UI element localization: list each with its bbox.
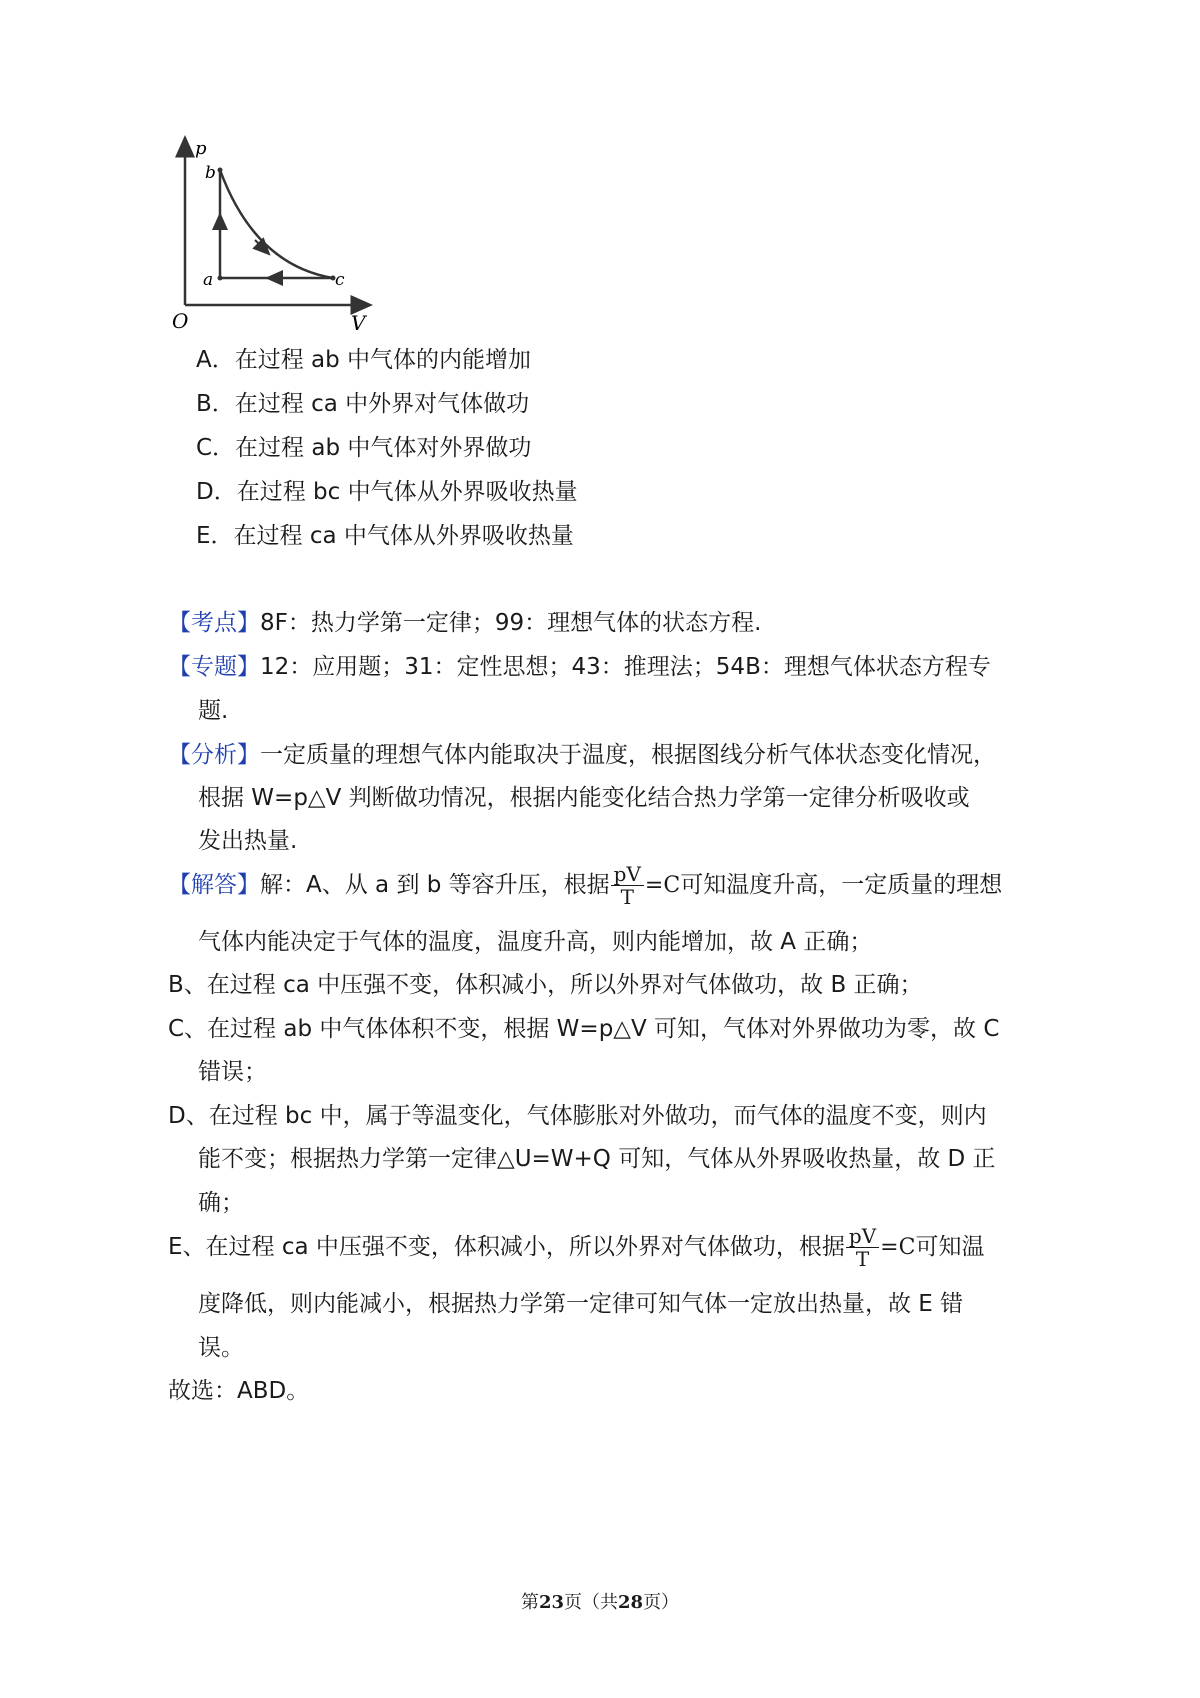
- footer-mid: 页（共: [564, 1592, 618, 1613]
- jieda-e-3: 误。: [198, 1335, 244, 1361]
- origin-label: O: [172, 309, 189, 333]
- fenxi-text-3: 发出热量.: [198, 828, 298, 854]
- formula-rhs: =C: [644, 873, 681, 898]
- jieda-e-2: 度降低，则内能减小，根据热力学第一定律可知气体一定放出热量，故 E 错: [198, 1291, 964, 1317]
- jieda-c-1: C、在过程 ab 中气体体积不变，根据 W=p△V 可知，气体对外界做功为零，故 C: [168, 1016, 1000, 1042]
- jieda-d-1: D、在过程 bc 中，属于等温变化，气体膨胀对外做功，而气体的温度不变，则内: [168, 1103, 987, 1129]
- formula-denominator: T: [620, 885, 634, 909]
- tag-bracket-open: 【: [168, 872, 191, 898]
- p-axis-label: p: [195, 138, 207, 159]
- formula-pv-t-2: [846, 1225, 879, 1270]
- tag-bracket-close: 】: [237, 742, 260, 768]
- zhuanti-text-1: 12：应用题；31：定性思想；43：推理法；54B：理想气体状态方程专: [260, 654, 991, 680]
- v-axis-label: V: [351, 311, 366, 335]
- page-footer: [0, 1588, 1200, 1614]
- option-e: E．在过程 ca 中气体从外界吸收热量: [196, 523, 574, 549]
- jieda-tag: 解答: [191, 872, 237, 898]
- fenxi-tag: 分析: [191, 742, 237, 768]
- pv-diagram-svg: [172, 138, 375, 340]
- option-a: A．在过程 ab 中气体的内能增加: [196, 347, 532, 373]
- formula-numerator: pV: [611, 863, 644, 886]
- jieda-text-1b: 可知温度升高，一定质量的理想: [680, 872, 1003, 898]
- point-b: [218, 168, 223, 173]
- formula-rhs: =C: [880, 1235, 916, 1260]
- jieda-d-2: 能不变；根据热力学第一定律△U=W+Q 可知，气体从外界吸收热量，故 D 正: [198, 1146, 996, 1172]
- jieda-text-2: 气体内能决定于气体的温度，温度升高，则内能增加，故 A 正确；: [198, 929, 873, 955]
- formula-denominator: T: [855, 1247, 870, 1271]
- label-b: b: [205, 163, 216, 183]
- jieda-e-1a: E、在过程 ca 中压强不变，体积减小，所以外界对气体做功，根据: [168, 1234, 845, 1260]
- tag-bracket-open: 【: [168, 610, 191, 636]
- kaodian-tag: 考点: [191, 610, 237, 636]
- footer-post: 页）: [643, 1592, 680, 1613]
- tag-bracket-open: 【: [168, 742, 191, 768]
- formula-numerator: pV: [846, 1225, 879, 1248]
- jieda-e-1: [168, 1222, 984, 1273]
- tag-bracket-close: 】: [237, 654, 260, 680]
- jieda-line: [168, 860, 1002, 911]
- kaodian-line: [168, 608, 761, 638]
- footer-page-number: 23: [538, 1592, 564, 1613]
- zhuanti-text-2: 题.: [198, 698, 229, 724]
- jieda-d-3: 确；: [198, 1190, 244, 1216]
- kaodian-text: 8F：热力学第一定律；99：理想气体的状态方程.: [260, 610, 762, 636]
- label-c: c: [335, 270, 345, 290]
- jieda-c-2: 错误；: [198, 1059, 267, 1085]
- option-d: D．在过程 bc 中气体从外界吸收热量: [196, 479, 578, 505]
- answer-line: 故选：ABD。: [168, 1378, 310, 1404]
- footer-pre: 第: [520, 1592, 539, 1613]
- jieda-e-1b: 可知温: [915, 1234, 985, 1260]
- zhuanti-tag: 专题: [191, 654, 237, 680]
- fenxi-text-1: 一定质量的理想气体内能取决于温度，根据图线分析气体状态变化情况，: [260, 742, 996, 768]
- jieda-text-1a: 解：A、从 a 到 b 等容升压，根据: [260, 872, 610, 898]
- zhuanti-line: [168, 652, 991, 682]
- tag-bracket-close: 】: [237, 872, 260, 898]
- tag-bracket-open: 【: [168, 654, 191, 680]
- option-b: B．在过程 ca 中外界对气体做功: [196, 391, 530, 417]
- footer-total-pages: 28: [618, 1592, 644, 1613]
- tag-bracket-close: 】: [237, 610, 260, 636]
- fenxi-line: [168, 740, 996, 770]
- jieda-b: B、在过程 ca 中压强不变，体积减小，所以外界对气体做功，故 B 正确；: [168, 972, 923, 998]
- process-bc: [220, 170, 333, 278]
- option-c: C．在过程 ab 中气体对外界做功: [196, 435, 532, 461]
- formula-pv-t: [611, 863, 644, 908]
- label-a: a: [203, 270, 214, 290]
- pv-diagram: [172, 138, 375, 344]
- fenxi-text-2: 根据 W=p△V 判断做功情况，根据内能变化结合热力学第一定律分析吸收或: [198, 785, 970, 811]
- point-a: [218, 276, 223, 281]
